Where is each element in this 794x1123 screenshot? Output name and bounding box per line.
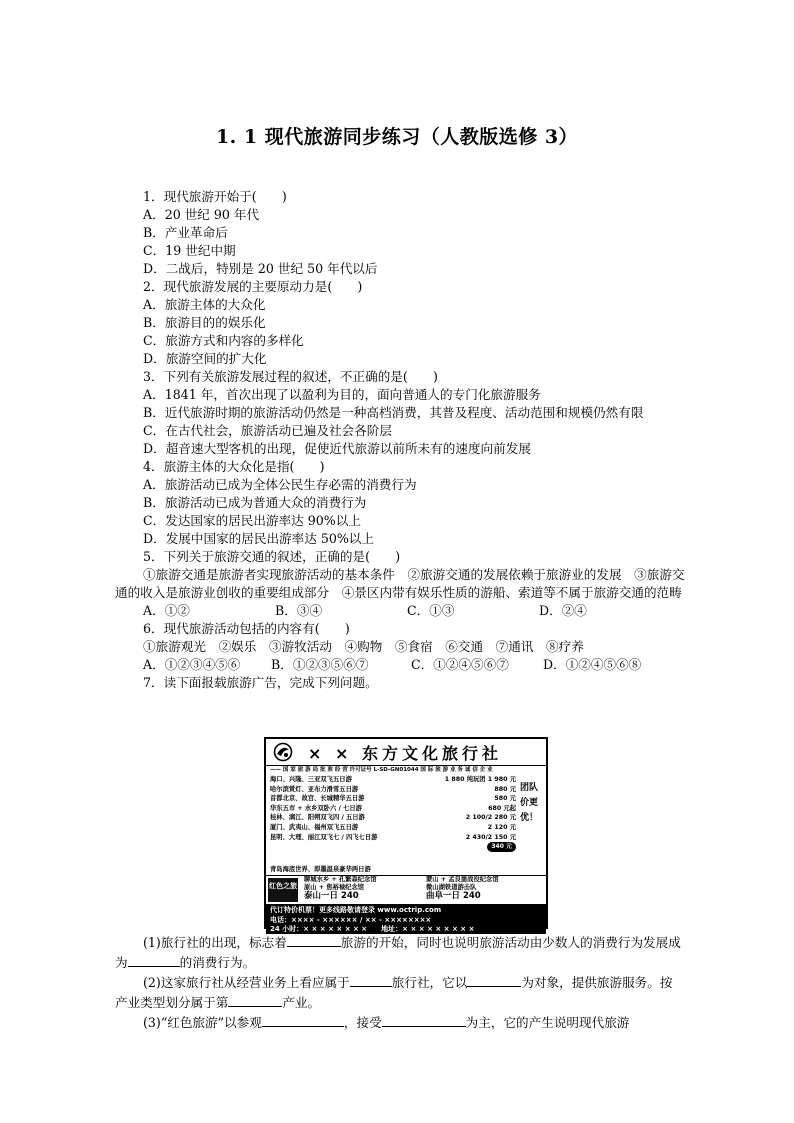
travel-advertisement <box>264 737 548 933</box>
q1-stem: 1．现代旅游开始于( ) <box>143 189 287 204</box>
red-route: 蒙山 + 孟良崮战役纪念馆 <box>426 876 499 883</box>
q6-option-b: B．①②③⑤⑥⑦ <box>271 657 369 672</box>
q7-text: (1)旅行社的出现，标志着 <box>143 935 287 950</box>
ad-title: × × 东方文化旅行社 <box>308 743 502 763</box>
ad-footer-line: 代订特价机票！更多线路敬请登录 www.octrip.com <box>270 906 442 914</box>
price-item: 680 元起 <box>488 804 516 812</box>
red-tour-section <box>266 875 546 904</box>
agency-logo-icon <box>272 742 294 762</box>
answer-blank[interactable] <box>350 973 392 987</box>
q5-options <box>115 602 685 620</box>
q1-option-d: D．二战后，特别是 20 世纪 50 年代以后 <box>143 261 378 276</box>
red-tour-right <box>422 876 499 904</box>
q5-option-a: A．①② <box>143 603 190 618</box>
red-tour-label: 红色之旅 <box>268 878 298 902</box>
q7-part-1 <box>115 933 685 973</box>
price-item: 580 元 <box>494 795 516 803</box>
q1-option-c: C．19 世纪中期 <box>143 243 236 258</box>
q3-option-b: B．近代旅游时期的旅游活动仍然是一种高档消费，其普及程度、活动范围和规模仍然有限 <box>143 405 644 420</box>
q4-stem: 4．旅游主体的大众化是指( ) <box>143 459 325 474</box>
q3-option-c: C．在古代社会，旅游活动已遍及社会各阶层 <box>143 423 392 438</box>
q7-text: 产业。 <box>282 995 321 1010</box>
q6-option-c: C．①②④⑤⑥⑦ <box>411 657 509 672</box>
q7-subquestions <box>115 933 685 1033</box>
q7-text: (3)“红色旅游”以参观 <box>143 1015 262 1030</box>
q5-stem: 5．下列关于旅游交通的叙述，正确的是( ) <box>143 549 401 564</box>
answer-blank[interactable] <box>382 1013 466 1027</box>
q3-option-d: D．超音速大型客机的出现，促使近代旅游以前所未有的速度向前发展 <box>143 441 531 456</box>
q5-statements: ①旅游交通是旅游者实现旅游活动的基本条件 ②旅游交通的发展依赖于旅游业的发展 ③旅游交通的收入是旅游业创收的重要组成部分 ④景区内带有娱乐性质的游船、索道等不属于旅游交通的范畴 <box>115 567 685 600</box>
page-title: 1. 1 现代旅游同步练习（人教版选修 3） <box>215 126 579 148</box>
q2-option-a: A．旅游主体的大众化 <box>143 297 266 312</box>
price-item: 2 430/2 150 元 <box>465 833 516 841</box>
ad-special-route: 青岛海底世界、即墨温泉豪华两日游 <box>270 866 371 873</box>
q7-text: 的消费行为。 <box>179 955 256 970</box>
answer-blank[interactable] <box>128 953 180 967</box>
red-route-price: 曲阜一日 240 <box>426 891 481 901</box>
q4-option-c: C．发达国家的居民出游率达 90%以上 <box>143 513 361 528</box>
red-route: 微山湖铁道游击队 <box>426 884 477 891</box>
q7-text: 为主，它的产生说明现代旅游 <box>465 1015 630 1030</box>
q6-option-a: A．①②③④⑤⑥ <box>143 657 241 672</box>
q1-option-b: B．产业革命后 <box>143 225 228 240</box>
q3-stem: 3．下列有关旅游发展过程的叙述，不正确的是( ) <box>143 369 438 384</box>
q4-option-d: D．发展中国家的居民出游率达 50%以上 <box>143 531 374 546</box>
red-route: 原山 + 焦裕禄纪念馆 <box>304 884 365 891</box>
price-item: 2 100/2 280 元 <box>465 814 516 822</box>
q2-stem: 2．现代旅游发展的主要原动力是( ) <box>143 279 363 294</box>
q6-option-d: D．①②④⑤⑥⑧ <box>543 657 642 672</box>
q1-option-a: A．20 世纪 90 年代 <box>143 207 260 222</box>
ad-footer-line: 24 小时：× × × × × × × × 地址：× × × × × × × × × <box>270 925 475 933</box>
q7-text: ，接受 <box>343 1015 382 1030</box>
q7-text: 为对象，提供旅游服务。按产业类型划分属于第 <box>115 975 673 1010</box>
q7-part-3 <box>115 1013 685 1033</box>
q6-stem: 6．现代旅游活动包括的内容有( ) <box>143 621 350 636</box>
route-item: 厦门、武夷山、福州双飞五日游 <box>270 823 359 831</box>
price-item: 880 元 <box>494 785 516 793</box>
q7-text: 旅游的开始，同时也说明旅游活动由少数人的消费行为发展成为 <box>115 935 681 970</box>
red-route-price: 泰山一日 240 <box>304 891 359 901</box>
ad-routes <box>266 775 430 865</box>
ad-route-table <box>266 775 546 865</box>
q7-stem: 7．读下面报载旅游广告，完成下列问题。 <box>143 675 378 690</box>
ad-footer-line: 电话：×××× - ×××××× / ×× - ×××××××× <box>270 915 432 924</box>
route-item: 桂林、漓江、阳朔双飞四 / 五日游 <box>270 814 365 822</box>
route-item: 海口、兴隆、三亚双飞五日游 <box>270 776 352 783</box>
ad-footer <box>266 904 546 934</box>
ad-prices <box>430 775 516 865</box>
ad-header <box>266 739 546 766</box>
q6-options <box>115 656 685 674</box>
q3-option-a: A．1841 年，首次出现了以盈利为目的，面向普通人的专门化旅游服务 <box>143 387 541 402</box>
price-item: 1 880 纯玩团 1 980 元 <box>444 776 516 783</box>
q6-items: ①旅游观光 ②娱乐 ③游牧活动 ④购物 ⑤食宿 ⑥交通 ⑦通讯 ⑧疗养 <box>143 639 584 654</box>
q5-option-b: B．③④ <box>275 603 323 618</box>
route-item: 昆明、大理、丽江双飞七 / 四飞七日游 <box>270 833 378 841</box>
question-list <box>115 188 685 692</box>
answer-blank[interactable] <box>467 973 521 987</box>
q7-text: 旅行社，它以 <box>391 975 468 990</box>
price-item: 2 120 元 <box>487 823 516 831</box>
red-route: 聊城水乡 + 孔繁森纪念馆 <box>304 876 377 883</box>
team-price-note: 团队价更优！ <box>520 783 539 823</box>
q7-text: (2)这家旅行社从经营业务上看应属于 <box>143 975 350 990</box>
q5-option-d: D．②④ <box>539 603 587 618</box>
ad-subtitle: —— 国 家 旅 游 局 批 准 经 营 许可证号 L-SD-GN01044 国 际 旅 游 业 务 诚 信 企 业 <box>270 767 493 773</box>
route-item: 华东五市 + 水乡双卧六 / 七日游 <box>270 804 362 812</box>
answer-blank[interactable] <box>287 933 341 947</box>
route-item: 哈尔滨赏灯、亚布力滑雪五日游 <box>270 785 359 793</box>
price-badge: 340 元 <box>487 842 516 852</box>
q2-option-b: B．旅游目的的娱乐化 <box>143 315 266 330</box>
red-tour-left <box>300 876 422 904</box>
answer-blank[interactable] <box>262 1013 344 1027</box>
q2-option-d: D．旅游空间的扩大化 <box>143 351 267 366</box>
route-item: 首都北京、故宫、长城精华五日游 <box>270 795 365 803</box>
q4-option-b: B．旅游活动已成为普通大众的消费行为 <box>143 495 367 510</box>
q7-part-2 <box>115 973 685 1013</box>
answer-blank[interactable] <box>228 993 282 1007</box>
q4-option-a: A．旅游活动已成为全体公民生存必需的消费行为 <box>143 477 417 492</box>
q5-option-c: C．①③ <box>407 603 455 618</box>
q2-option-c: C．旅游方式和内容的多样化 <box>143 333 304 348</box>
